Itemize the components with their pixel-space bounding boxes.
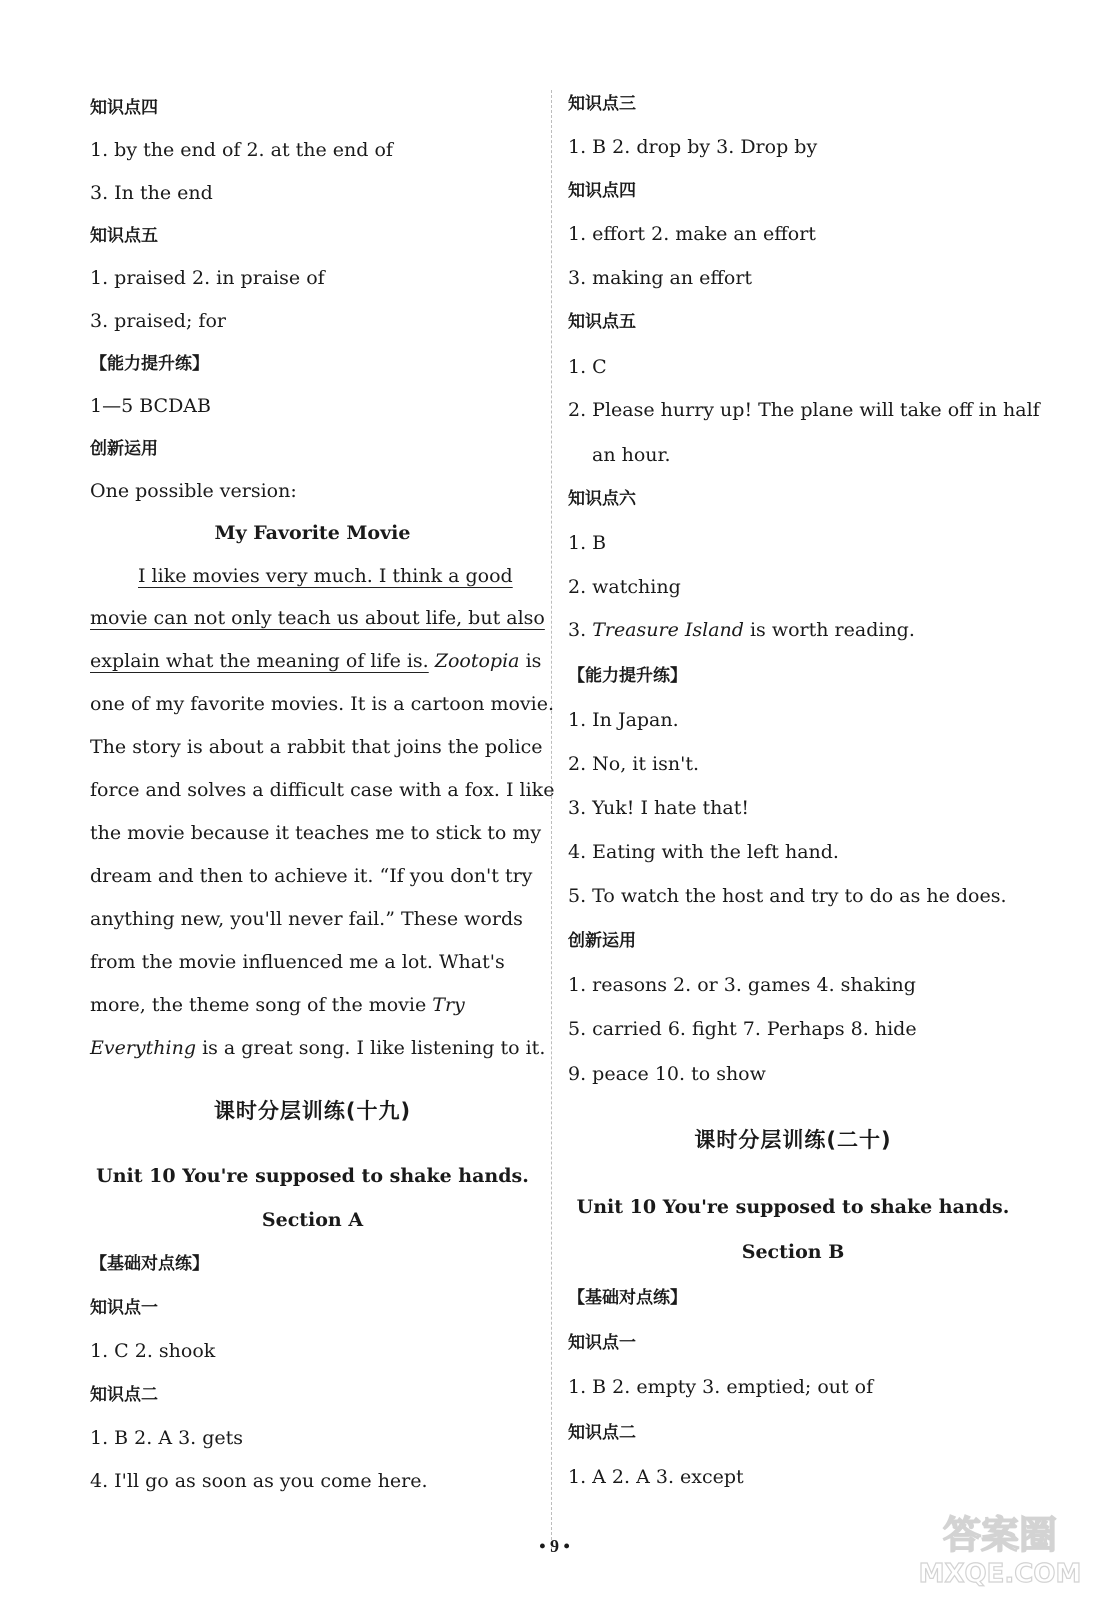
essay-title: My Favorite Movie — [214, 522, 411, 544]
answer-line: 1. B 2. empty 3. emptied; out of — [568, 1376, 874, 1398]
section-heading: 知识点五 — [568, 312, 636, 332]
essay-text: is a great song. I like listening to it. — [202, 1037, 546, 1059]
section-heading: 知识点三 — [568, 94, 636, 114]
lesson-title: 课时分层训练(十九) — [213, 1099, 412, 1123]
answer-line: 9. peace 10. to show — [568, 1063, 766, 1085]
answer-line: 1. effort 2. make an effort — [568, 223, 816, 245]
section-heading: 【能力提升练】 — [568, 666, 687, 686]
answer-line: 1—5 BCDAB — [90, 395, 211, 417]
section-heading: 知识点四 — [568, 181, 636, 201]
unit-title: Unit 10 You're supposed to shake hands. — [576, 1196, 1010, 1218]
essay-line: one of my favorite movies. It is a cartoon movie. — [90, 693, 555, 715]
answer-line: 1. reasons 2. or 3. games 4. shaking — [568, 974, 916, 996]
section-heading: 知识点六 — [568, 489, 636, 509]
section-heading: 创新运用 — [568, 931, 636, 951]
section-heading: 【能力提升练】 — [90, 354, 209, 374]
essay-line: dream and then to achieve it. “If you don't try — [90, 865, 533, 887]
section-heading: 知识点一 — [568, 1333, 636, 1353]
answer-line: 1. by the end of 2. at the end of — [90, 139, 393, 161]
section-heading: 知识点二 — [568, 1423, 636, 1443]
essay-line: anything new, you'll never fail.” These words — [90, 908, 523, 930]
answer-line — [568, 618, 915, 642]
section-heading: 创新运用 — [90, 439, 158, 459]
answer-line: 1. C 2. shook — [90, 1340, 216, 1362]
page-number: • 9 • — [539, 1536, 570, 1556]
answer-text: is worth reading. — [749, 619, 915, 641]
answer-line: 3. In the end — [90, 182, 213, 204]
answer-line: 1. B 2. drop by 3. Drop by — [568, 136, 818, 158]
answer-line: an hour. — [592, 444, 671, 466]
essay-line: movie can not only teach us about life, but also — [90, 607, 545, 629]
answer-line: 4. Eating with the left hand. — [568, 841, 839, 863]
essay-text: is — [525, 650, 542, 672]
essay-text: Zootopia — [434, 650, 520, 672]
answer-line: 3. making an effort — [568, 267, 753, 289]
essay-line — [90, 649, 541, 673]
essay-text: Everything — [90, 1037, 197, 1059]
section-heading: 知识点一 — [90, 1298, 158, 1318]
answer-line: 1. C — [568, 356, 607, 378]
essay-text: more, the theme song of the movie — [90, 994, 427, 1016]
answer-line: 2. No, it isn't. — [568, 753, 700, 775]
essay-text: Try — [432, 994, 465, 1016]
answer-line: 2. watching — [568, 576, 681, 598]
essay-line: force and solves a difficult case with a fox. I like — [90, 779, 555, 801]
answer-line: 5. carried 6. fight 7. Perhaps 8. hide — [568, 1018, 917, 1040]
section-title: Section B — [741, 1241, 845, 1263]
watermark-logo — [905, 1500, 1095, 1590]
section-heading: 知识点二 — [90, 1385, 158, 1405]
answer-text: 3. — [568, 619, 587, 641]
column-divider — [551, 90, 552, 1550]
essay-line: from the movie influenced me a lot. What's — [90, 951, 505, 973]
essay-line: The story is about a rabbit that joins the police — [90, 736, 543, 758]
essay-line — [90, 1036, 545, 1060]
answer-line: 1. In Japan. — [568, 709, 679, 731]
section-heading: 【基础对点练】 — [90, 1254, 209, 1274]
essay-line: I like movies very much. I think a good — [138, 565, 513, 587]
answer-line: 4. I'll go as soon as you come here. — [90, 1470, 428, 1492]
essay-line — [90, 993, 465, 1017]
answer-line: 1. B 2. A 3. gets — [90, 1427, 244, 1449]
section-heading: 知识点五 — [90, 226, 158, 246]
answer-line: 3. Yuk! I hate that! — [568, 797, 749, 819]
answer-line: 3. praised; for — [90, 310, 226, 332]
section-title: Section A — [261, 1209, 364, 1231]
watermark-text: 答案圈 — [942, 1513, 1058, 1557]
essay-line: the movie because it teaches me to stick to my — [90, 822, 542, 844]
answer-line: 1. praised 2. in praise of — [90, 267, 325, 289]
answer-line: 1. B — [568, 532, 607, 554]
section-heading: 【基础对点练】 — [568, 1288, 687, 1308]
lesson-title: 课时分层训练(二十) — [694, 1128, 892, 1152]
answer-line: 5. To watch the host and try to do as he does. — [568, 885, 1007, 907]
unit-title: Unit 10 You're supposed to shake hands. — [96, 1165, 529, 1187]
answer-line: 1. A 2. A 3. except — [568, 1466, 744, 1488]
essay-text: explain what the meaning of life is. — [90, 650, 429, 672]
answer-line: 2. Please hurry up! The plane will take off in half — [568, 399, 1040, 421]
answer-text: Treasure Island — [592, 619, 744, 641]
watermark-text: MXQE.COM — [918, 1559, 1082, 1589]
section-heading: 知识点四 — [90, 98, 158, 118]
answer-line: One possible version: — [90, 480, 297, 502]
